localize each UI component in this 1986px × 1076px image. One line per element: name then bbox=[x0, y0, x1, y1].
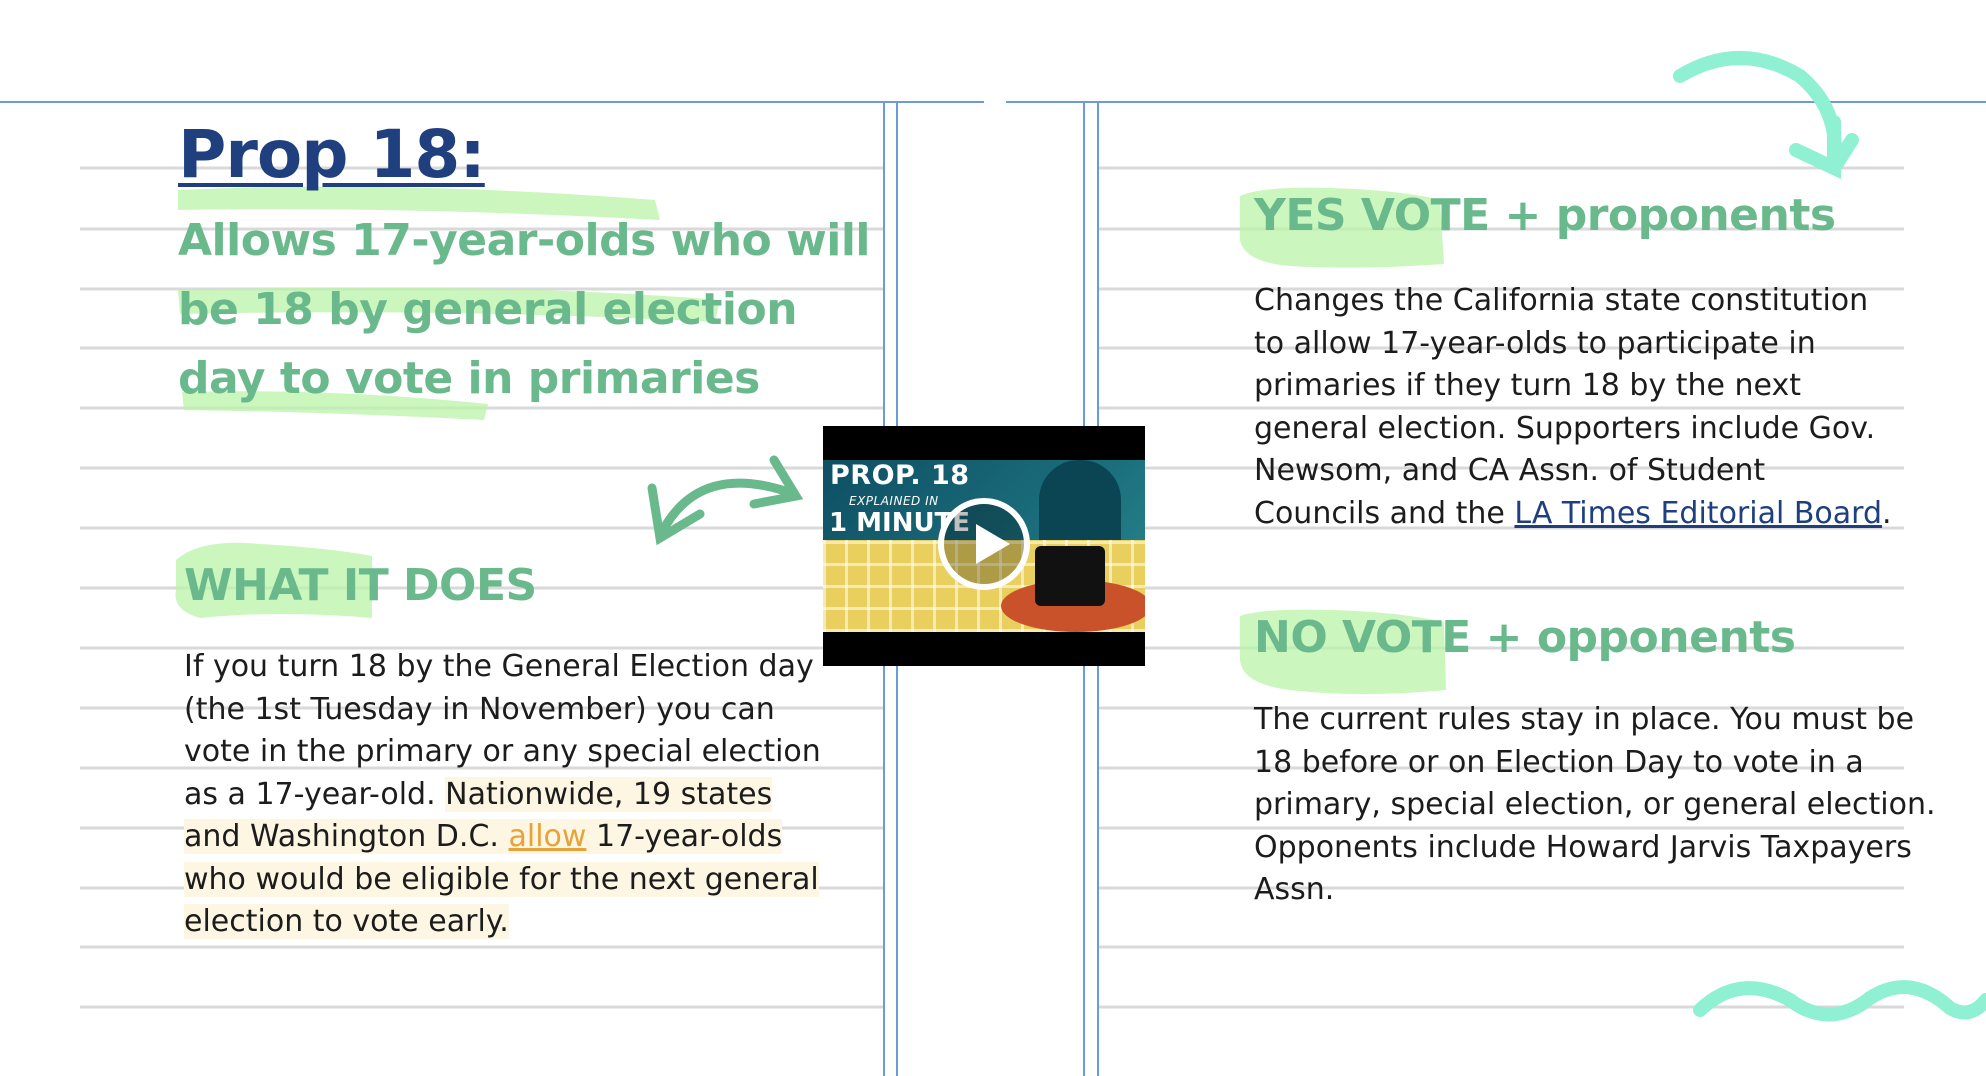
no-vote-heading-suffix: + opponents bbox=[1485, 612, 1796, 663]
video-title-line1: PROP. 18 bbox=[830, 460, 970, 491]
what-it-does-paragraph-2a: Nationwide, 19 states and Washington D.C. bbox=[184, 776, 773, 854]
play-icon[interactable] bbox=[938, 498, 1030, 590]
page-subtitle: Allows 17-year-olds who will be 18 by general election day to vote in primaries bbox=[178, 215, 870, 404]
yes-vote-paragraph: Changes the California state constitution to allow 17-year-olds to participate in primaries if they turn 18 by the next general election. Supporters include Gov. Newsom, and CA Assn. of Student Councils and the bbox=[1254, 283, 1876, 531]
mint-arrow-icon bbox=[1680, 58, 1852, 168]
yes-vote-text bbox=[1254, 280, 1894, 535]
video-cake-shape bbox=[1035, 546, 1105, 606]
yes-vote-heading bbox=[1254, 190, 1836, 241]
no-vote-text: The current rules stay in place. You must be 18 before or on Election Day to vote in a primary, special election, or general election. Opponents include Howard Jarvis Taxpayers Assn. bbox=[1254, 702, 1936, 907]
page-title: Prop 18: bbox=[178, 116, 485, 193]
what-it-does-paragraph-2b: 17-year-olds who would be eligible for the next general election to vote early. bbox=[184, 819, 819, 939]
yes-vote-heading-main: YES VOTE bbox=[1254, 190, 1490, 241]
what-it-does-text bbox=[184, 646, 824, 944]
yes-vote-period: . bbox=[1882, 495, 1892, 531]
video-title-line3: 1 MINUTE bbox=[829, 508, 971, 538]
what-it-does-heading: WHAT IT DOES bbox=[184, 560, 537, 611]
la-times-link[interactable]: LA Times Editorial Board bbox=[1514, 495, 1883, 531]
video-door-shape bbox=[1039, 460, 1121, 550]
video-title-line2: EXPLAINED IN bbox=[849, 494, 939, 508]
allow-link[interactable]: allow bbox=[508, 819, 587, 854]
what-it-does-paragraph-1: If you turn 18 by the General Election day (the 1st Tuesday in November) you can vote in the primary or any special election as a 17-year-old. bbox=[184, 649, 821, 812]
video-player[interactable] bbox=[823, 426, 1145, 666]
no-vote-heading-main: NO VOTE bbox=[1254, 612, 1471, 663]
yes-vote-heading-suffix: + proponents bbox=[1504, 190, 1836, 241]
no-vote-heading bbox=[1254, 612, 1796, 663]
mint-squiggle-icon bbox=[1700, 987, 1986, 1014]
curved-arrow-icon bbox=[652, 460, 796, 538]
